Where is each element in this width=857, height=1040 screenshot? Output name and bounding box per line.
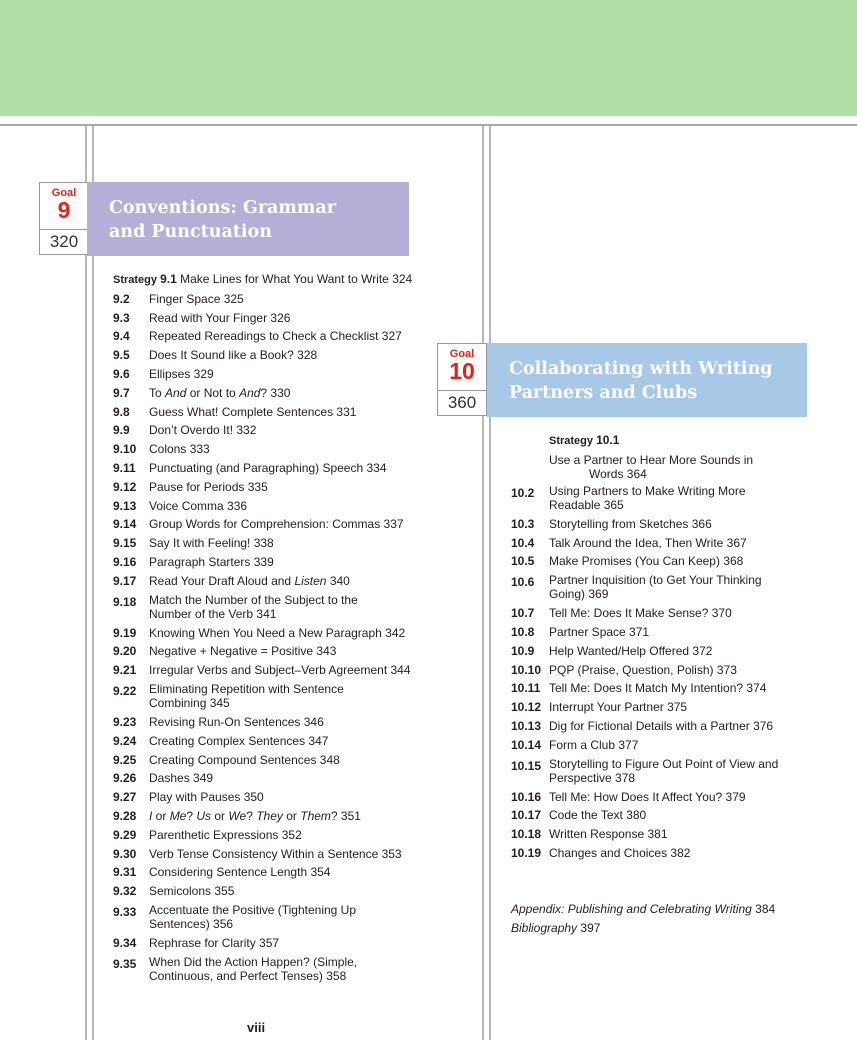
strategy-number: 10.12	[511, 700, 542, 715]
strategy-number: 10.16	[511, 789, 542, 804]
strategy-number: 9.24	[113, 733, 137, 748]
strategy-number: 10.7	[511, 606, 535, 621]
strategy-number: 9.30	[113, 846, 137, 861]
strategy-entry	[511, 698, 807, 717]
strategy-number: 9.26	[113, 771, 137, 786]
goal-10-page: 360	[447, 393, 477, 412]
strategy-entry	[113, 934, 413, 953]
strategy-number: 9.11	[113, 460, 136, 475]
strategy-number: 10.13	[511, 718, 542, 733]
goal-9-number: 9	[57, 197, 71, 223]
strategy-entry	[113, 882, 413, 901]
strategy-title: Talk Around the Idea, Then Write 367	[549, 535, 747, 550]
strategy-title: Rephrase for Clarity 357	[149, 935, 280, 950]
left-margin-rule	[85, 126, 87, 1040]
strategy-entry	[113, 593, 413, 621]
strategy-title: Considering Sentence Length 354	[149, 865, 331, 880]
strategy-number: 9.4	[113, 329, 130, 344]
strategy-entry	[511, 736, 807, 755]
strategy-title: Knowing When You Need a New Paragraph 342	[149, 625, 406, 640]
strategy-title: Readable 365	[549, 497, 624, 512]
strategy-number: 9.27	[113, 790, 137, 805]
strategy-number: 10.18	[511, 827, 542, 842]
strategy-entry	[113, 624, 413, 643]
strategy-entry	[113, 403, 413, 422]
strategy-title: Sentences) 356	[149, 916, 234, 931]
strategy-title: Ellipses 329	[149, 366, 214, 381]
strategy-entry	[113, 440, 413, 459]
strategy-number: 10.4	[511, 535, 535, 550]
strategy-title: Pause for Periods 335	[149, 479, 268, 494]
back-matter	[511, 900, 775, 938]
strategy-number-value: 9.1	[160, 272, 181, 286]
appendix-page: 384	[755, 902, 776, 916]
top-color-band	[0, 0, 857, 116]
strategy-entry	[511, 844, 807, 863]
strategy-title: Partner Inquisition (to Get Your Thinking	[549, 573, 762, 588]
strategy-entry	[113, 769, 413, 788]
strategy-entry	[511, 484, 807, 512]
strategy-title: Dig for Fictional Details with a Partner 376	[549, 718, 774, 733]
strategy-number: 10.6	[511, 575, 535, 590]
goal-9-page: 320	[49, 232, 79, 251]
strategy-title: Negative + Negative = Positive 343	[149, 644, 337, 659]
goal-10-strategy-list	[511, 431, 807, 863]
strategy-number: 10.3	[511, 516, 535, 531]
strategy-entry	[113, 955, 413, 983]
strategy-entry	[113, 365, 413, 384]
strategy-entry	[511, 604, 807, 623]
strategy-number: 9.12	[113, 479, 137, 494]
goal-10-title	[487, 343, 807, 417]
strategy-entry	[113, 421, 413, 440]
strategy-entry	[113, 845, 413, 864]
goal-9-title	[87, 182, 409, 256]
strategy-title: Using Partners to Make Writing More	[549, 483, 746, 498]
strategy-entry	[113, 751, 413, 770]
strategy-entry	[113, 863, 413, 882]
strategy-number: 9.23	[113, 714, 137, 729]
strategy-title: Words 364	[589, 466, 647, 481]
strategy-number: 9.6	[113, 366, 130, 381]
goal-10-number: 10	[449, 358, 475, 384]
strategy-title: Finger Space 325	[149, 291, 244, 306]
strategy-entry	[511, 515, 807, 534]
strategy-title: When Did the Action Happen? (Simple,	[149, 954, 358, 969]
strategy-number: 9.28	[113, 808, 137, 823]
strategy-title: Make Promises (You Can Keep) 368	[549, 554, 744, 569]
strategy-title: I or Me? Us or We? They or Them? 351	[149, 808, 361, 823]
strategy-number: 9.15	[113, 536, 137, 551]
strategy-title: To And or Not to And? 330	[149, 385, 291, 400]
strategy-entry	[511, 431, 807, 481]
strategy-title: Make Lines for What You Want to Write 324	[180, 272, 413, 286]
strategy-number: 10.5	[511, 554, 535, 569]
strategy-title: Written Response 381	[549, 827, 668, 842]
goal-10-label: Goal	[449, 348, 475, 360]
strategy-title: Tell Me: Does It Match My Intention? 374	[549, 681, 767, 696]
strategy-number-value: 10.1	[596, 433, 620, 447]
goal-9-strategy-list	[113, 270, 413, 986]
strategy-entry	[113, 384, 413, 403]
strategy-number: 9.9	[113, 423, 130, 438]
strategy-number: 9.29	[113, 827, 137, 842]
strategy-title: Perspective 378	[549, 770, 636, 785]
page-number: viii	[247, 1020, 266, 1035]
strategy-entry	[511, 679, 807, 698]
strategy-number: 10.11	[511, 681, 541, 696]
strategy-number: 9.17	[113, 573, 137, 588]
strategy-number: 9.22	[113, 683, 137, 698]
left-margin-rule-inner	[92, 126, 94, 1040]
strategy-title: Interrupt Your Partner 375	[549, 700, 688, 715]
goal-9-label: Goal	[51, 187, 77, 199]
strategy-entry	[511, 661, 807, 680]
strategy-number: 10.2	[511, 485, 535, 500]
goal-10-title-line-1: Collaborating with Writing	[509, 359, 773, 379]
strategy-entry	[113, 788, 413, 807]
strategy-number: 9.33	[113, 904, 137, 919]
strategy-number: 9.5	[113, 348, 130, 363]
strategy-entry	[113, 309, 413, 328]
strategy-title: Creating Complex Sentences 347	[149, 733, 329, 748]
goal-9-box	[39, 182, 89, 255]
strategy-number: 9.14	[113, 517, 137, 532]
strategy-entry	[511, 788, 807, 807]
strategy-title: Combining 345	[149, 695, 230, 710]
goal-10-title-line-2: Partners and Clubs	[509, 383, 698, 403]
strategy-title: Parenthetic Expressions 352	[149, 827, 302, 842]
strategy-title: Use a Partner to Hear More Sounds in	[549, 452, 754, 467]
strategy-entry	[511, 573, 807, 601]
strategy-entry	[113, 732, 413, 751]
strategy-title: Tell Me: How Does It Affect You? 379	[549, 789, 746, 804]
strategy-title: Play with Pauses 350	[149, 790, 264, 805]
strategy-number: 9.2	[113, 291, 130, 306]
strategy-entry	[511, 717, 807, 736]
strategy-title: Dashes 349	[149, 771, 214, 786]
strategy-title: Revising Run-On Sentences 346	[149, 714, 324, 729]
strategy-number: 9.18	[113, 594, 137, 609]
strategy-title: Say It with Feeling! 338	[149, 536, 274, 551]
strategy-entry	[511, 825, 807, 844]
bibliography-entry	[511, 919, 775, 938]
strategy-number	[113, 272, 180, 286]
strategy-number: 9.20	[113, 644, 137, 659]
strategy-number: 9.25	[113, 752, 137, 767]
top-divider-rule	[0, 124, 857, 126]
strategy-number	[549, 433, 619, 447]
strategy-number: 10.17	[511, 808, 542, 823]
strategy-number: 9.3	[113, 310, 130, 325]
goal-9-title-line-2: and Punctuation	[109, 222, 272, 242]
strategy-entry	[113, 903, 413, 931]
strategy-entry	[113, 497, 413, 516]
strategy-title: Partner Space 371	[549, 624, 650, 639]
appendix-title: Appendix: Publishing and Celebrating Writing	[511, 902, 752, 916]
strategy-number: 9.21	[113, 663, 137, 678]
strategy-entry	[113, 459, 413, 478]
strategy-number: 9.34	[113, 935, 137, 950]
strategy-title: Form a Club 377	[549, 737, 639, 752]
column-divider-rule	[482, 126, 484, 1040]
strategy-number: 9.16	[113, 554, 137, 569]
strategy-title: Voice Comma 336	[149, 498, 248, 513]
strategy-number: 9.35	[113, 956, 137, 971]
strategy-number: 9.19	[113, 625, 137, 640]
strategy-number: 10.14	[511, 737, 542, 752]
strategy-entry	[113, 346, 413, 365]
bibliography-title: Bibliography	[511, 921, 578, 935]
goal-10-box	[437, 343, 487, 416]
strategy-title: Don’t Overdo It! 332	[149, 423, 257, 438]
strategy-number: 9.8	[113, 404, 130, 419]
strategy-title: Number of the Verb 341	[149, 606, 277, 621]
strategy-title: Storytelling from Sketches 366	[549, 516, 712, 531]
strategy-title: Help Wanted/Help Offered 372	[549, 643, 713, 658]
strategy-entry	[113, 515, 413, 534]
strategy-number: 9.32	[113, 884, 137, 899]
strategy-number: 10.8	[511, 624, 535, 639]
strategy-title: Guess What! Complete Sentences 331	[149, 404, 357, 419]
strategy-entry	[113, 534, 413, 553]
strategy-title: Storytelling to Figure Out Point of View and	[549, 756, 779, 771]
strategy-title: Paragraph Starters 339	[149, 554, 274, 569]
strategy-number: 9.7	[113, 385, 130, 400]
strategy-title: Does It Sound like a Book? 328	[149, 348, 318, 363]
strategy-entry	[511, 534, 807, 553]
appendix-entry	[511, 900, 775, 919]
strategy-number: 10.10	[511, 662, 542, 677]
strategy-title: Going) 369	[549, 587, 609, 602]
strategy-title: Punctuating (and Paragraphing) Speech 334	[149, 460, 387, 475]
strategy-entry	[113, 713, 413, 732]
strategy-title: Code the Text 380	[549, 808, 647, 823]
strategy-title: Changes and Choices 382	[549, 845, 691, 860]
strategy-title: Read with Your Finger 326	[149, 310, 291, 325]
strategy-entry	[511, 552, 807, 571]
strategy-title: Colons 333	[149, 442, 210, 457]
strategy-number: 10.15	[511, 758, 542, 773]
strategy-entry	[511, 806, 807, 825]
strategy-entry	[113, 807, 413, 826]
strategy-entry	[113, 553, 413, 572]
strategy-entry	[113, 682, 413, 710]
strategy-title: Semicolons 355	[149, 884, 235, 899]
strategy-entry	[113, 270, 413, 290]
column-divider-rule-inner	[489, 126, 491, 1040]
strategy-title: Creating Compound Sentences 348	[149, 752, 340, 767]
strategy-title: Accentuate the Positive (Tightening Up	[149, 902, 357, 917]
strategy-title: Verb Tense Consistency Within a Sentence 353	[149, 846, 402, 861]
strategy-entry	[113, 826, 413, 845]
strategy-entry	[511, 623, 807, 642]
strategy-number: 10.19	[511, 845, 542, 860]
strategy-entry	[113, 478, 413, 497]
strategy-number: 9.13	[113, 498, 137, 513]
strategy-title: Repeated Rereadings to Check a Checklist 327	[149, 329, 402, 344]
strategy-number: 10.9	[511, 643, 535, 658]
strategy-label: Strategy	[113, 274, 161, 286]
strategy-entry	[511, 642, 807, 661]
strategy-title: Match the Number of the Subject to the	[149, 592, 358, 607]
strategy-label: Strategy	[549, 435, 597, 447]
strategy-title: PQP (Praise, Question, Polish) 373	[549, 662, 737, 677]
strategy-title: Eliminating Repetition with Sentence	[149, 681, 344, 696]
strategy-entry	[113, 290, 413, 309]
strategy-number: 9.10	[113, 442, 137, 457]
strategy-entry	[511, 757, 807, 785]
strategy-title: Group Words for Comprehension: Commas 337	[149, 517, 404, 532]
goal-9-title-line-1: Conventions: Grammar	[109, 198, 336, 218]
strategy-title: Irregular Verbs and Subject–Verb Agreement 344	[149, 663, 411, 678]
strategy-title: Read Your Draft Aloud and Listen 340	[149, 573, 350, 588]
strategy-entry	[113, 572, 413, 591]
strategy-entry	[113, 327, 413, 346]
strategy-title: Tell Me: Does It Make Sense? 370	[549, 606, 732, 621]
strategy-number: 9.31	[113, 865, 137, 880]
bibliography-page: 397	[580, 921, 601, 935]
strategy-entry	[113, 642, 413, 661]
strategy-entry	[113, 661, 413, 680]
strategy-title: Continuous, and Perfect Tenses) 358	[149, 968, 347, 983]
